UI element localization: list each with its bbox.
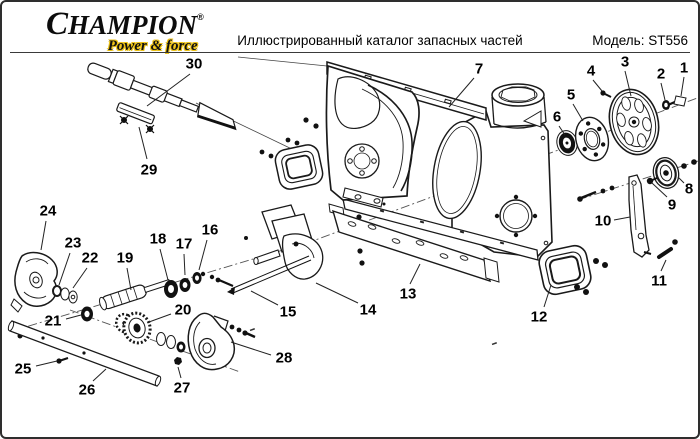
callout-1: 1 [679,59,689,77]
pulley-3 [603,84,666,160]
callout-leader-13 [410,264,420,284]
brand-tagline: Power & force [107,38,198,54]
callout-leader-16 [199,240,207,270]
callout-leader-23 [59,253,70,285]
bearing-18 [164,280,178,298]
callout-leader-4 [593,80,602,91]
callout-8: 8 [684,180,694,198]
callout-leader-1 [681,77,684,96]
callout-leader-15 [251,291,278,305]
auger-gear-train [11,253,202,365]
bolt-4 [600,90,611,97]
bearing-frame-12 [537,243,608,296]
callout-4: 4 [586,62,596,80]
ring-23 [53,286,61,296]
callout-leader-21 [66,315,81,319]
callout-24: 24 [39,202,57,220]
callout-leader-10 [614,217,630,220]
bolt-1 [668,96,686,106]
callout-leader-25 [36,361,57,366]
callout-6: 6 [552,108,562,126]
ring-16 [192,272,201,284]
callout-15: 15 [279,303,297,321]
callout-9: 9 [667,196,677,214]
callout-leader-27 [178,367,181,378]
exploded-parts-diagram [2,2,698,437]
screw-row [577,186,614,202]
callout-14: 14 [359,301,377,319]
callout-18: 18 [149,230,167,248]
model-value: ST556 [648,33,688,48]
callout-leader-17 [184,254,185,275]
worm-shaft-19 [98,276,171,311]
tool-bracket [116,102,155,133]
bushing-22 [61,288,77,303]
callout-leader-22 [73,268,87,288]
model-label: Модель: [592,33,645,48]
callout-11: 11 [651,272,667,290]
callout-leader-20 [149,314,171,322]
callout-20: 20 [174,301,192,319]
callout-7: 7 [474,60,484,78]
callout-leader-5 [573,104,583,121]
side-plate-28 [188,313,255,369]
page-title: Иллюстрированный каталог запасных частей [237,33,523,48]
callout-leader-8 [678,177,684,183]
idler-assembly [577,155,697,257]
misc-marks [250,328,497,345]
callout-12: 12 [530,308,548,326]
callout-leader-2 [661,83,665,100]
callout-leader-18 [160,249,168,280]
gear-20 [114,308,153,347]
callout-22: 22 [81,249,99,267]
chute-collar [492,84,546,128]
auger-housing [303,62,552,266]
seal-21 [81,307,93,322]
tension-bracket-10 [629,175,651,257]
callout-leader-24 [41,221,46,250]
callout-23: 23 [64,234,82,252]
callout-leader-19 [127,268,131,290]
pin-11 [659,239,678,257]
washer-17 [180,278,191,292]
callout-26: 26 [78,381,96,399]
callout-30: 30 [185,55,203,73]
callout-27: 27 [173,379,191,397]
callout-21: 21 [44,312,62,330]
impeller [244,205,323,279]
callout-leader-11 [661,260,666,271]
callout-19: 19 [116,249,134,267]
bearing-frame-left [260,138,325,192]
brand-initial: C [46,6,69,42]
callout-25: 25 [14,360,32,378]
callout-3: 3 [620,53,630,71]
nut-27 [174,357,182,365]
flange-5 [571,114,613,164]
registered-mark: ® [197,12,204,22]
callout-leader-26 [93,369,106,381]
washer-20b [177,342,186,353]
callout-5: 5 [566,86,576,104]
callout-leader-29 [139,127,147,159]
callout-10: 10 [594,212,612,230]
brand-rest: HAMPION [68,10,198,40]
callout-28: 28 [275,349,293,367]
cleanout-tool [86,60,241,131]
callout-16: 16 [201,221,219,239]
callout-2: 2 [656,65,666,83]
bushing-20a [157,333,176,349]
callout-leader-14 [316,283,358,303]
callout-13: 13 [399,285,417,303]
callout-29: 29 [140,161,158,179]
callout-17: 17 [175,235,193,253]
callout-leader-28 [231,342,271,355]
